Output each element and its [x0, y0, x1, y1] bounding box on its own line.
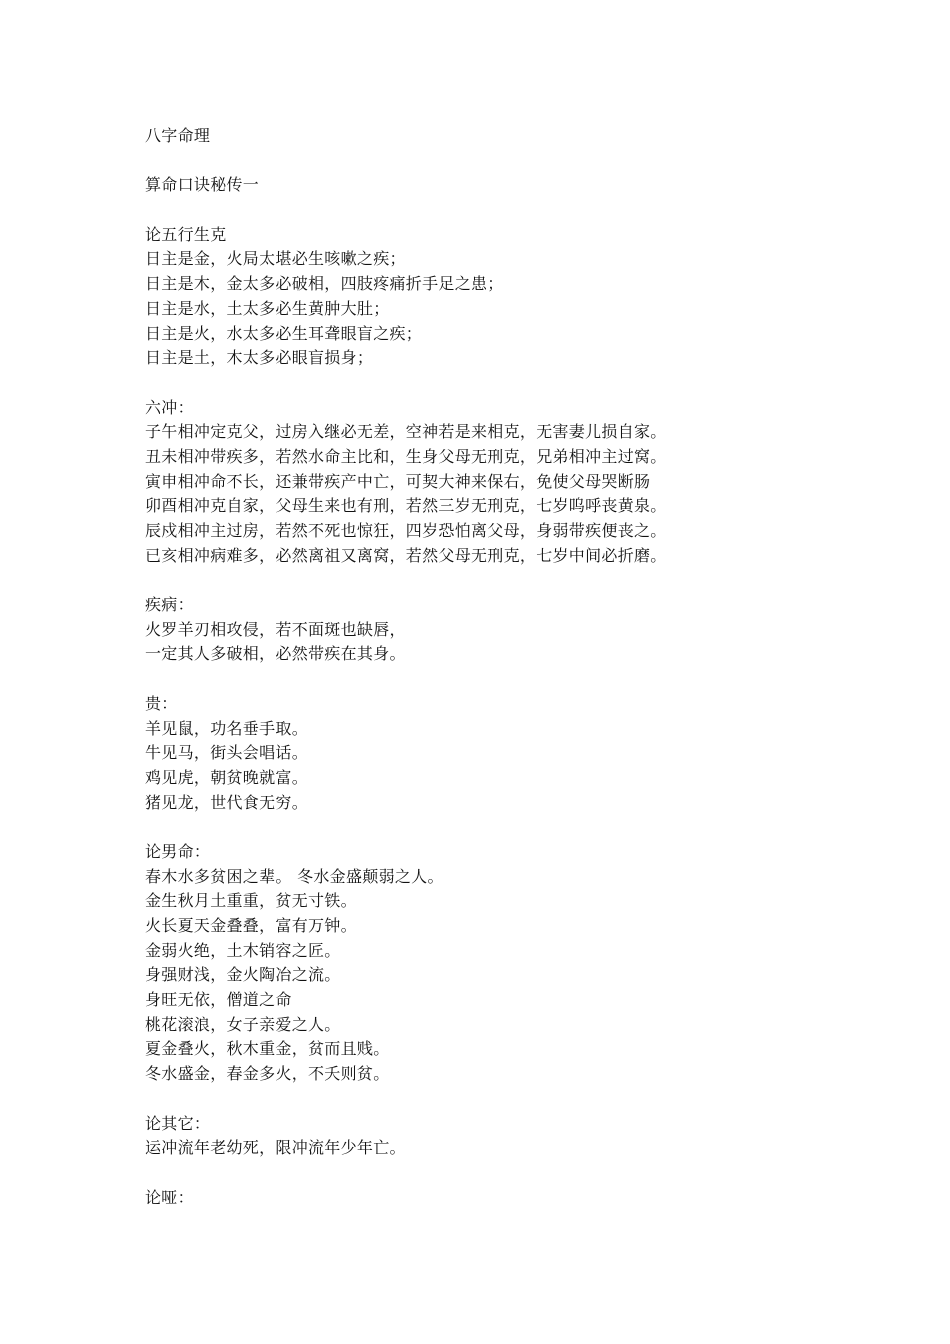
verse-line: 已亥相冲病难多，必然离祖又离窝，若然父母无刑克，七岁中间必折磨。 — [145, 545, 667, 565]
spacer — [145, 1161, 845, 1186]
verse-line: 日主是木，金太多必破相，四肢疼痛折手足之患； — [145, 274, 504, 294]
verse-line: 日主是火，水太多必生耳聋眼盲之疾； — [145, 323, 423, 343]
spacer — [145, 667, 845, 692]
section-heading: 论哑： — [145, 1187, 194, 1207]
verse-line: 身强财浅，金火陶冶之流。 — [145, 965, 341, 985]
verse-line: 金生秋月土重重，贫无寸铁。 — [145, 891, 357, 911]
verse-line: 卯酉相冲克自家，父母生来也有刑，若然三岁无刑克，七岁呜呼丧黄泉。 — [145, 496, 667, 516]
verse-line: 桃花滚浪，女子亲爱之人。 — [145, 1014, 341, 1034]
verse-line: 夏金叠火，秋木重金，贫而且贱。 — [145, 1039, 390, 1059]
verse-line: 运冲流年老幼死，限冲流年少年亡。 — [145, 1138, 406, 1158]
verse-line: 羊见鼠，功名垂手取。 — [145, 718, 309, 738]
verse-line: 一定其人多破相，必然带疾在其身。 — [145, 644, 406, 664]
verse-line: 冬水盛金，春金多火，不夭则贫。 — [145, 1064, 390, 1084]
verse-line: 金弱火绝，土木销容之匠。 — [145, 940, 341, 960]
verse-line: 鸡见虎，朝贫晚就富。 — [145, 767, 309, 787]
spacer — [145, 815, 845, 840]
document-page — [145, 124, 845, 1210]
verse-line: 猪见龙，世代食无穷。 — [145, 792, 309, 812]
spacer — [145, 371, 845, 396]
spacer — [145, 198, 845, 223]
section-heading: 贵： — [145, 693, 178, 713]
verse-line: 丑未相冲带疾多，若然水命主比和，生身父母无刑克，兄弟相冲主过窝。 — [145, 446, 667, 466]
verse-line: 子午相冲定克父，过房入继必无差，空神若是来相克，无害妻儿损自家。 — [145, 422, 667, 442]
spacer — [145, 1087, 845, 1112]
sections-container — [145, 223, 845, 1211]
verse-line: 日主是金，火局太堪必生咳嗽之疾； — [145, 249, 406, 269]
section-heading: 论男命： — [145, 841, 211, 861]
verse-line: 火长夏天金叠叠，富有万钟。 — [145, 916, 357, 935]
verse-line: 寅申相冲命不长，还兼带疾产中亡，可契大神来保右，免使父母哭断肠 — [145, 471, 651, 491]
spacer — [145, 149, 845, 174]
document-title: 八字命理 — [145, 126, 211, 145]
verse-line: 日主是土，木太多必眼盲损身； — [145, 348, 374, 368]
section-heading: 论其它： — [145, 1113, 211, 1133]
verse-line: 春木水多贫困之辈。 冬水金盛颠弱之人。 — [145, 866, 444, 886]
verse-line: 辰戍相冲主过房，若然不死也惊狂，四岁恐怕离父母，身弱带疾便丧之。 — [145, 521, 667, 540]
verse-line: 日主是水，土太多必生黄肿大肚； — [145, 298, 390, 318]
verse-line: 牛见马，街头会唱话。 — [145, 743, 309, 763]
section-heading: 疾病： — [145, 595, 194, 615]
section-heading: 六冲： — [145, 397, 194, 417]
spacer — [145, 568, 845, 593]
document-subtitle: 算命口诀秘传一 — [145, 175, 260, 195]
section-heading: 论五行生克 — [145, 224, 227, 244]
verse-line: 身旺无依，僧道之命 — [145, 990, 292, 1010]
verse-line: 火罗羊刃相攻侵，若不面斑也缺唇， — [145, 619, 406, 639]
